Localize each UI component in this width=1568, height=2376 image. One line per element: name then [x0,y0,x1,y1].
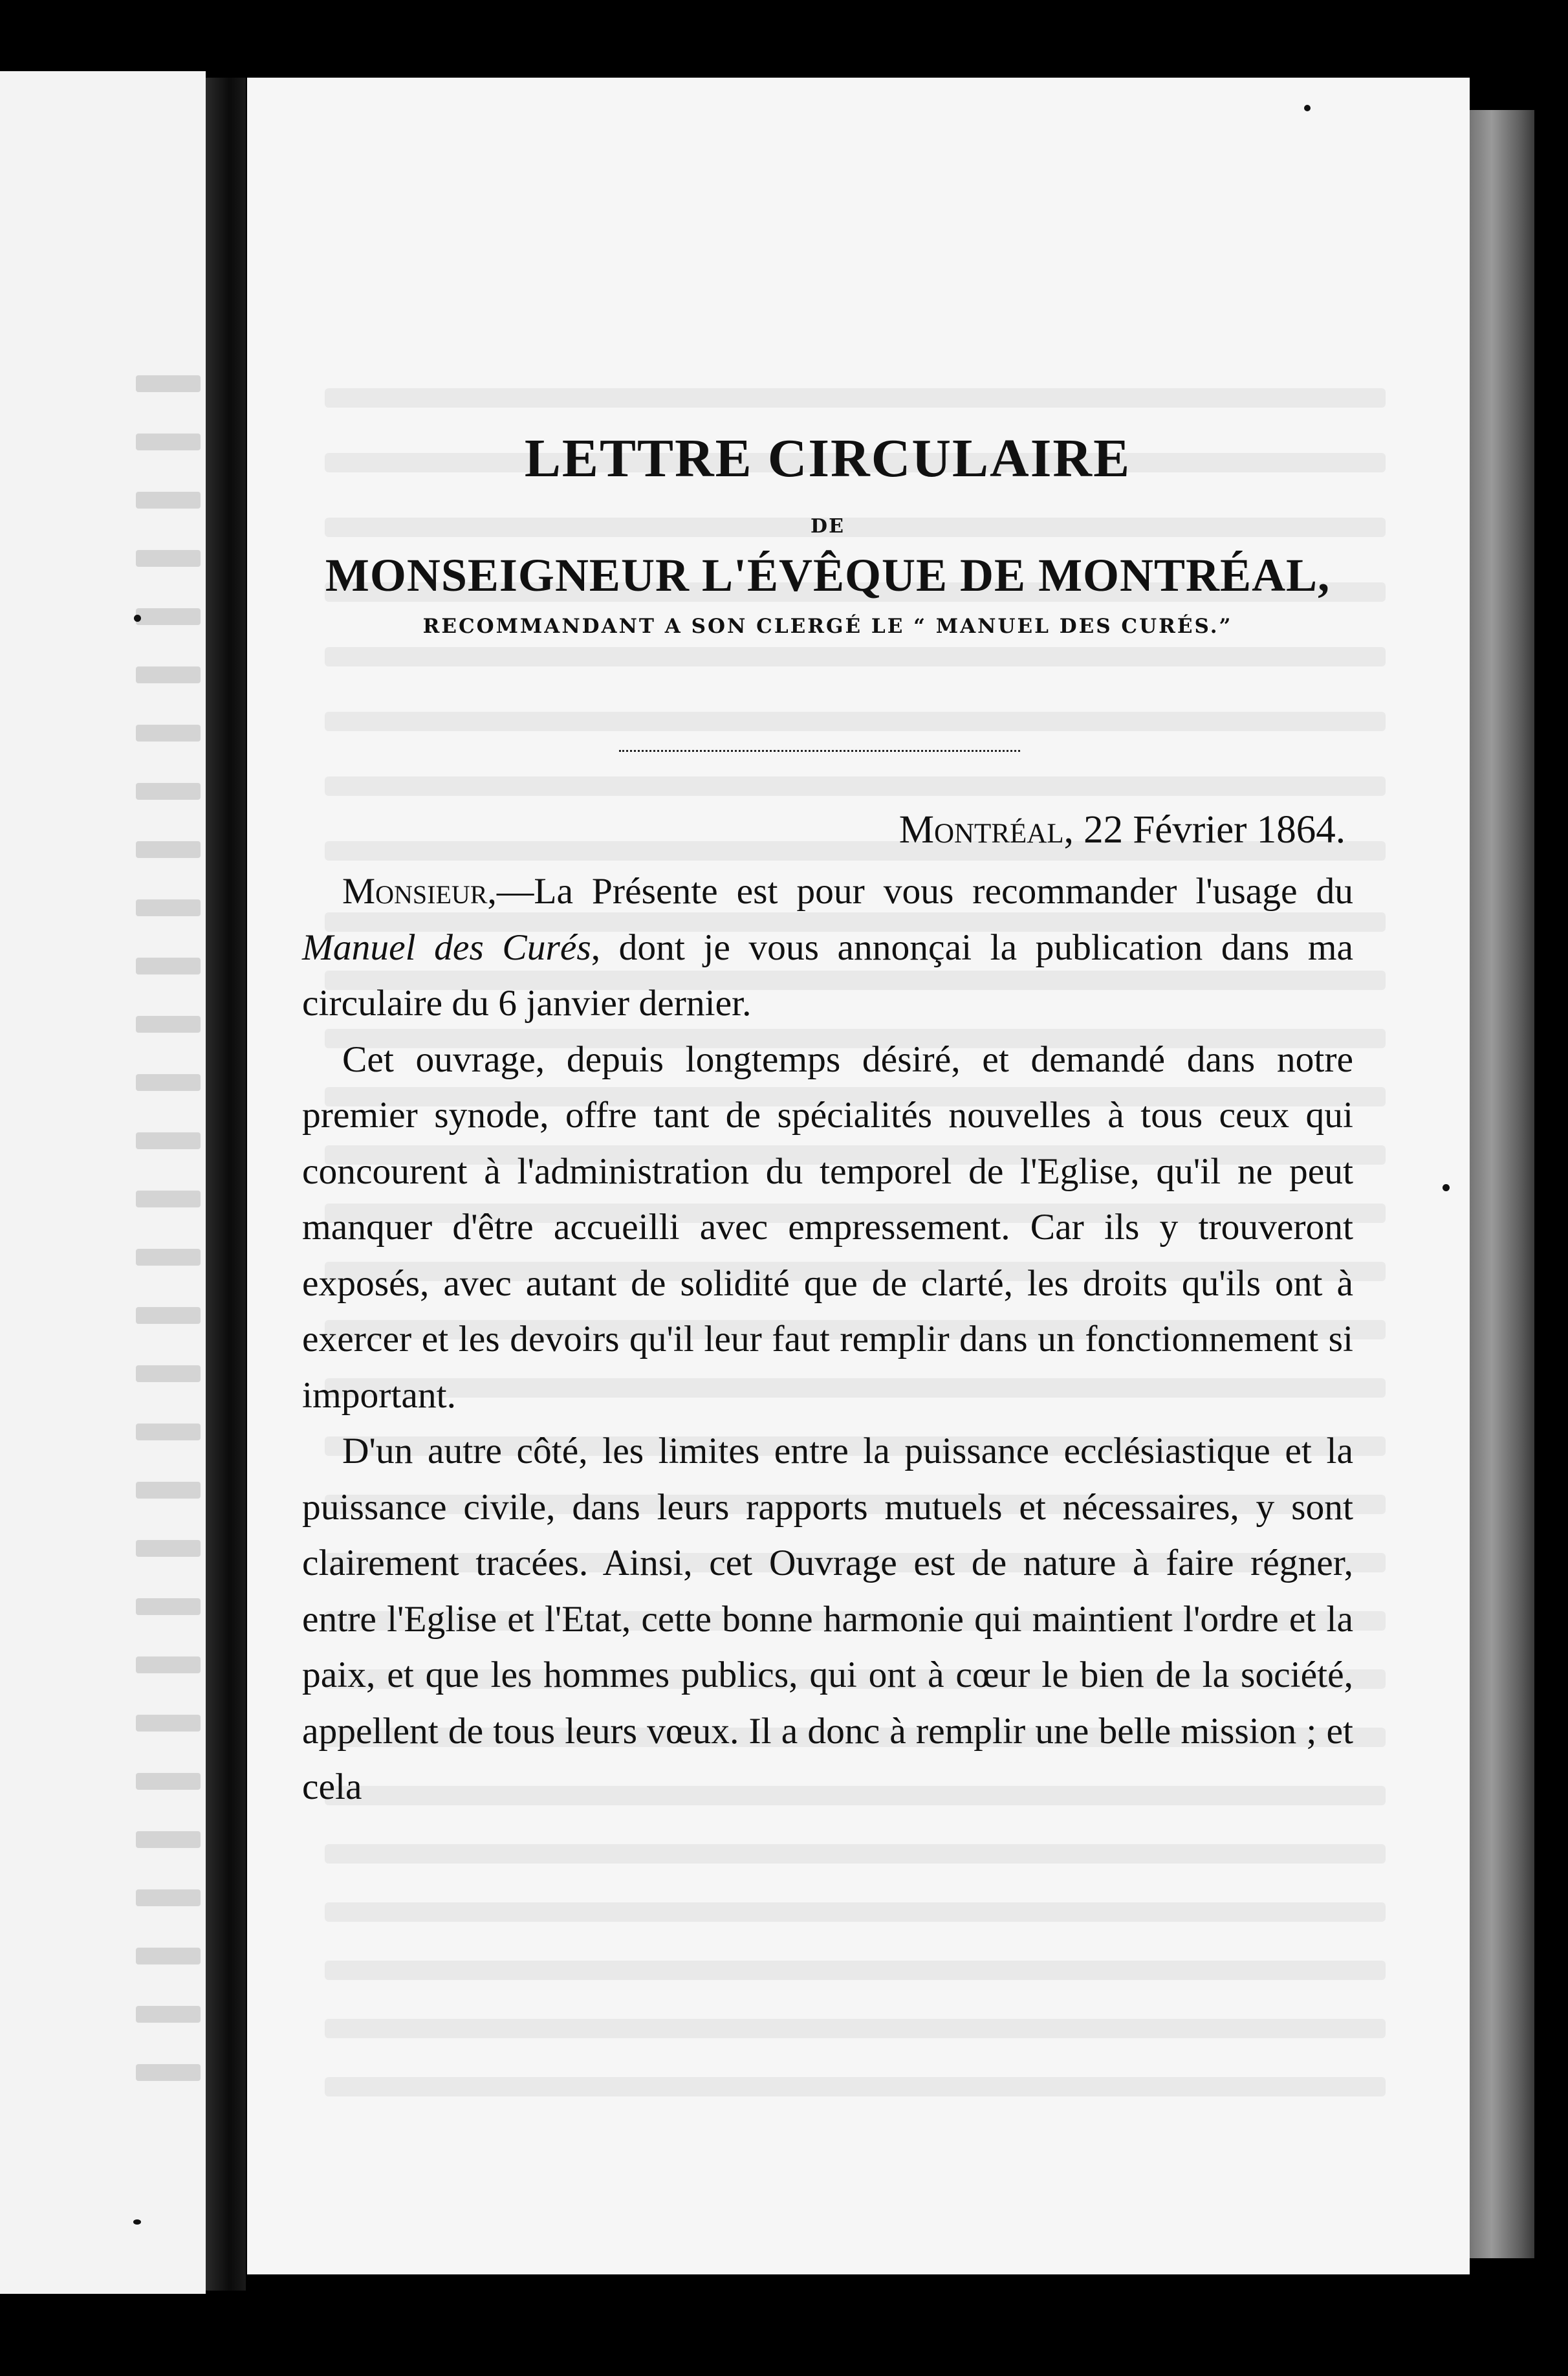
page-stack-edge [1463,110,1534,2258]
scan-speck [134,615,141,622]
paragraph-1-text-a: —La Présente est pour vous recommander l'usage du [496,871,1353,912]
book-page [247,78,1470,2274]
letter-subject: RECOMMANDANT A SON CLERGÉ LE “ MANUEL DES CURÉS.” [422,615,1233,638]
letter-body [302,864,1353,1816]
salutation: Monsieur, [342,871,497,912]
dotted-divider [619,750,1020,752]
book-title: Manuel des Curés [302,927,591,968]
dateline [899,808,1345,853]
paragraph-2: Cet ouvrage, depuis longtemps désiré, et demandé dans notre premier synode, offre tant de spécialités nouvelles à tous ceux qui concourent à l'administration du temporel de l'Eglise, qu'il ne peut manquer d'être accueilli avec empressement. Car ils y trouveront exposés, avec autant de solidité que de clarté, les droits qu'ils ont à exercer et les devoirs qu'il leur faut remplir dans un fonctionnement si important. [302,1039,1353,1416]
paragraph-3: D'un autre côté, les limites entre la puissance ecclésiastique et la puissance civile, dans leurs rapports mutuels et nécessaires, y sont clairement tracées. Ainsi, cet Ouvrage est de nature à faire régner, entre l'Eglise et l'Etat, cette bonne harmonie qui maintient l'ordre et la paix, et que les hommes publics, qui ont à cœur le bien de la société, appellent de tous leurs vœux. Il a donc à remplir une belle mission ; et cela [302,1431,1353,1807]
dateline-date: 22 Février 1864. [1083,808,1345,852]
paragraph-1-text-b: , dont je vous annonçai la publication dans ma circulaire du 6 janvier dernier. [302,927,1353,1024]
dateline-place: Montréal, [898,808,1074,852]
scan-speck [1304,105,1311,111]
scan-speck [1443,1184,1450,1191]
page-content [302,78,1353,2274]
left-page-edge [0,71,206,2294]
paragraph-1 [302,864,1353,1032]
letter-title: LETTRE CIRCULAIRE [524,428,1131,489]
book-gutter [206,78,246,2291]
scan-speck [133,2219,141,2225]
title-connector: DE [811,515,845,538]
letter-author: MONSEIGNEUR L'ÉVÊQUE DE MONTRÉAL, [325,549,1331,601]
